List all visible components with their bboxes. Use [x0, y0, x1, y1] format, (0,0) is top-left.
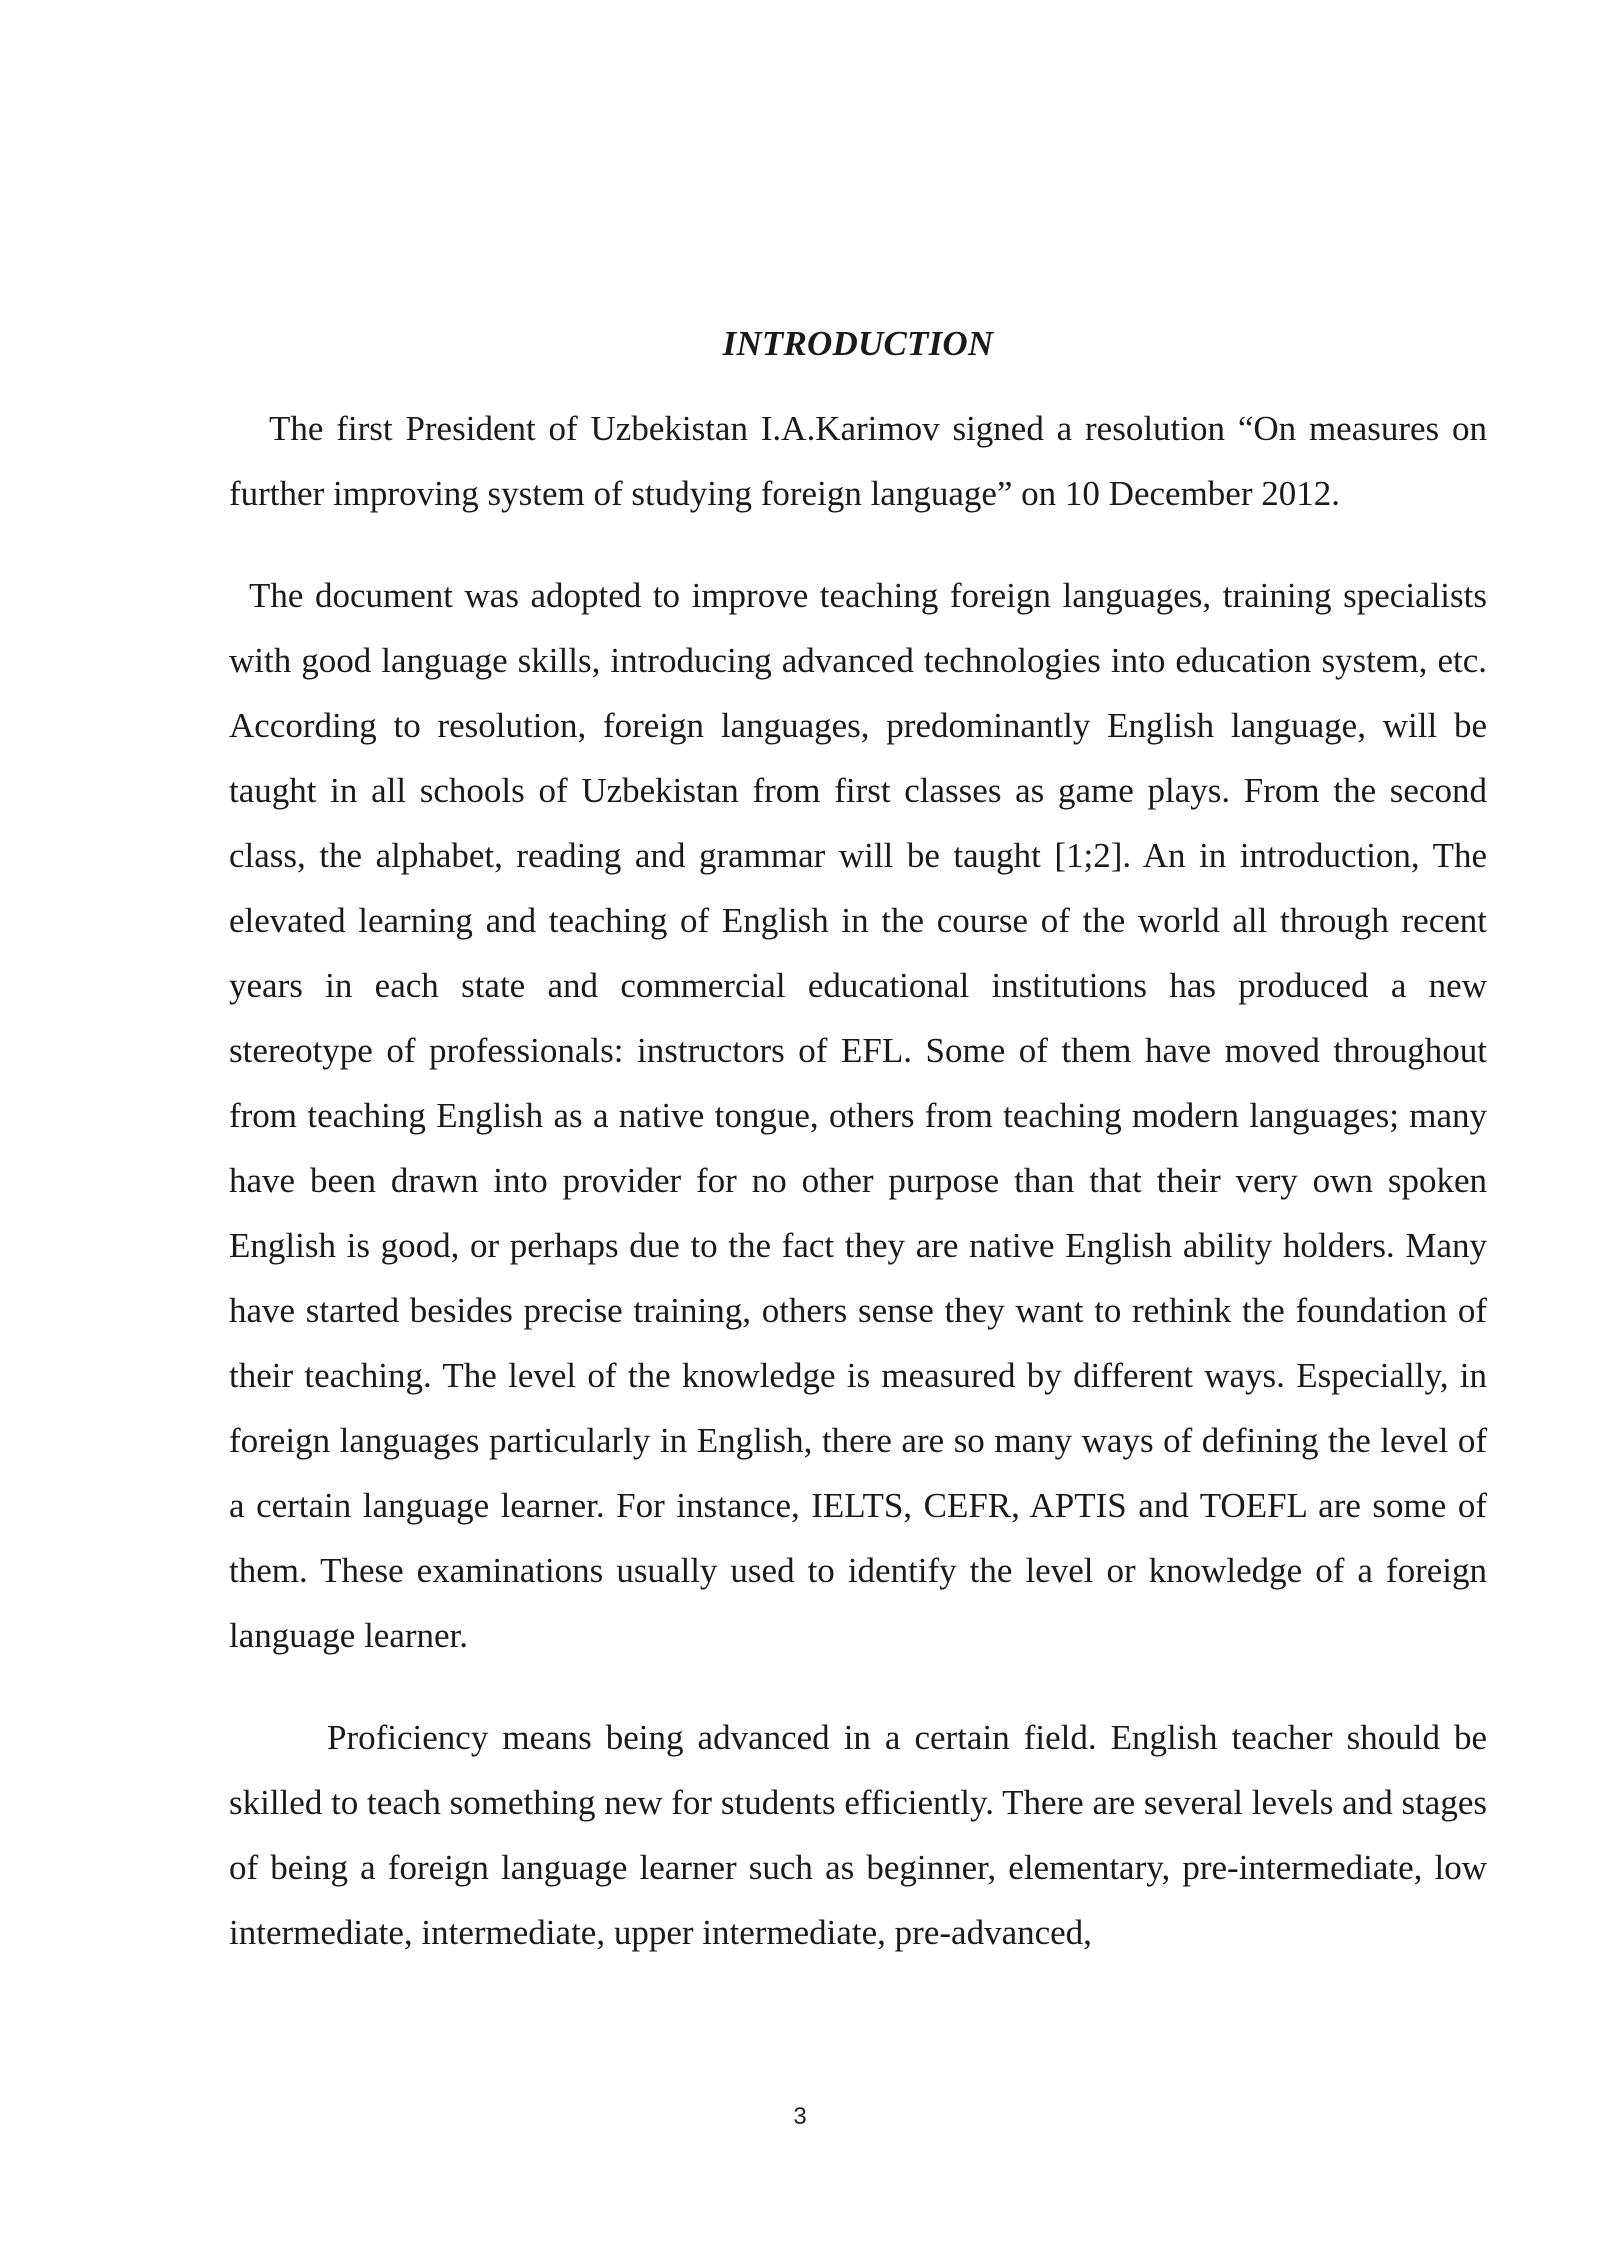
paragraph-proficiency: Proficiency means being advanced in a certain field. English teacher should be skilled to teach something new for students efficiently. There are several levels and stages of being a foreign language learner such as beginner, elementary, pre-intermediate, low intermediate, intermediate, upper intermediate, pre-advanced, — [229, 1718, 1487, 1952]
page-number: 3 — [793, 2103, 807, 2130]
paragraph-document-adopted: The document was adopted to improve teaching foreign languages, training specialists with good language skills, introducing advanced technologies into education system, etc. According to resolution, foreign languages, predominantly English language, will be taught in all schools of Uzbekistan from first classes as game plays. From the second class, the alphabet, reading and grammar will be taught [1;2]. An in introduction, The elevated learning and teaching of English in the course of the world all through recent years in each state and commercial educational institutions has produced a new stereotype of professionals: instructors of EFL. Some of them have moved throughout from teaching English as a native tongue, others from teaching modern languages; many have been drawn into provider for no other purpose than that their very own spoken English is good, or perhaps due to the fact they are native English ability holders. Many have started besides precise training, others sense they want to rethink the foundation of their teaching. The level of the knowledge is measured by different ways. Especially, in foreign languages particularly in English, there are so many ways of defining the level of a certain language learner. For instance, IELTS, CEFR, APTIS and TOEFL are some of them. These examinations usually used to identify the level or knowledge of a foreign language learner. — [229, 576, 1487, 1655]
paragraph-resolution: The first President of Uzbekistan I.A.Karimov signed a resolution “On measures on further improving system of studying foreign language” on 10 December 2012. — [229, 409, 1487, 513]
section-title: INTRODUCTION — [722, 324, 994, 363]
page-content — [229, 318, 1487, 1965]
